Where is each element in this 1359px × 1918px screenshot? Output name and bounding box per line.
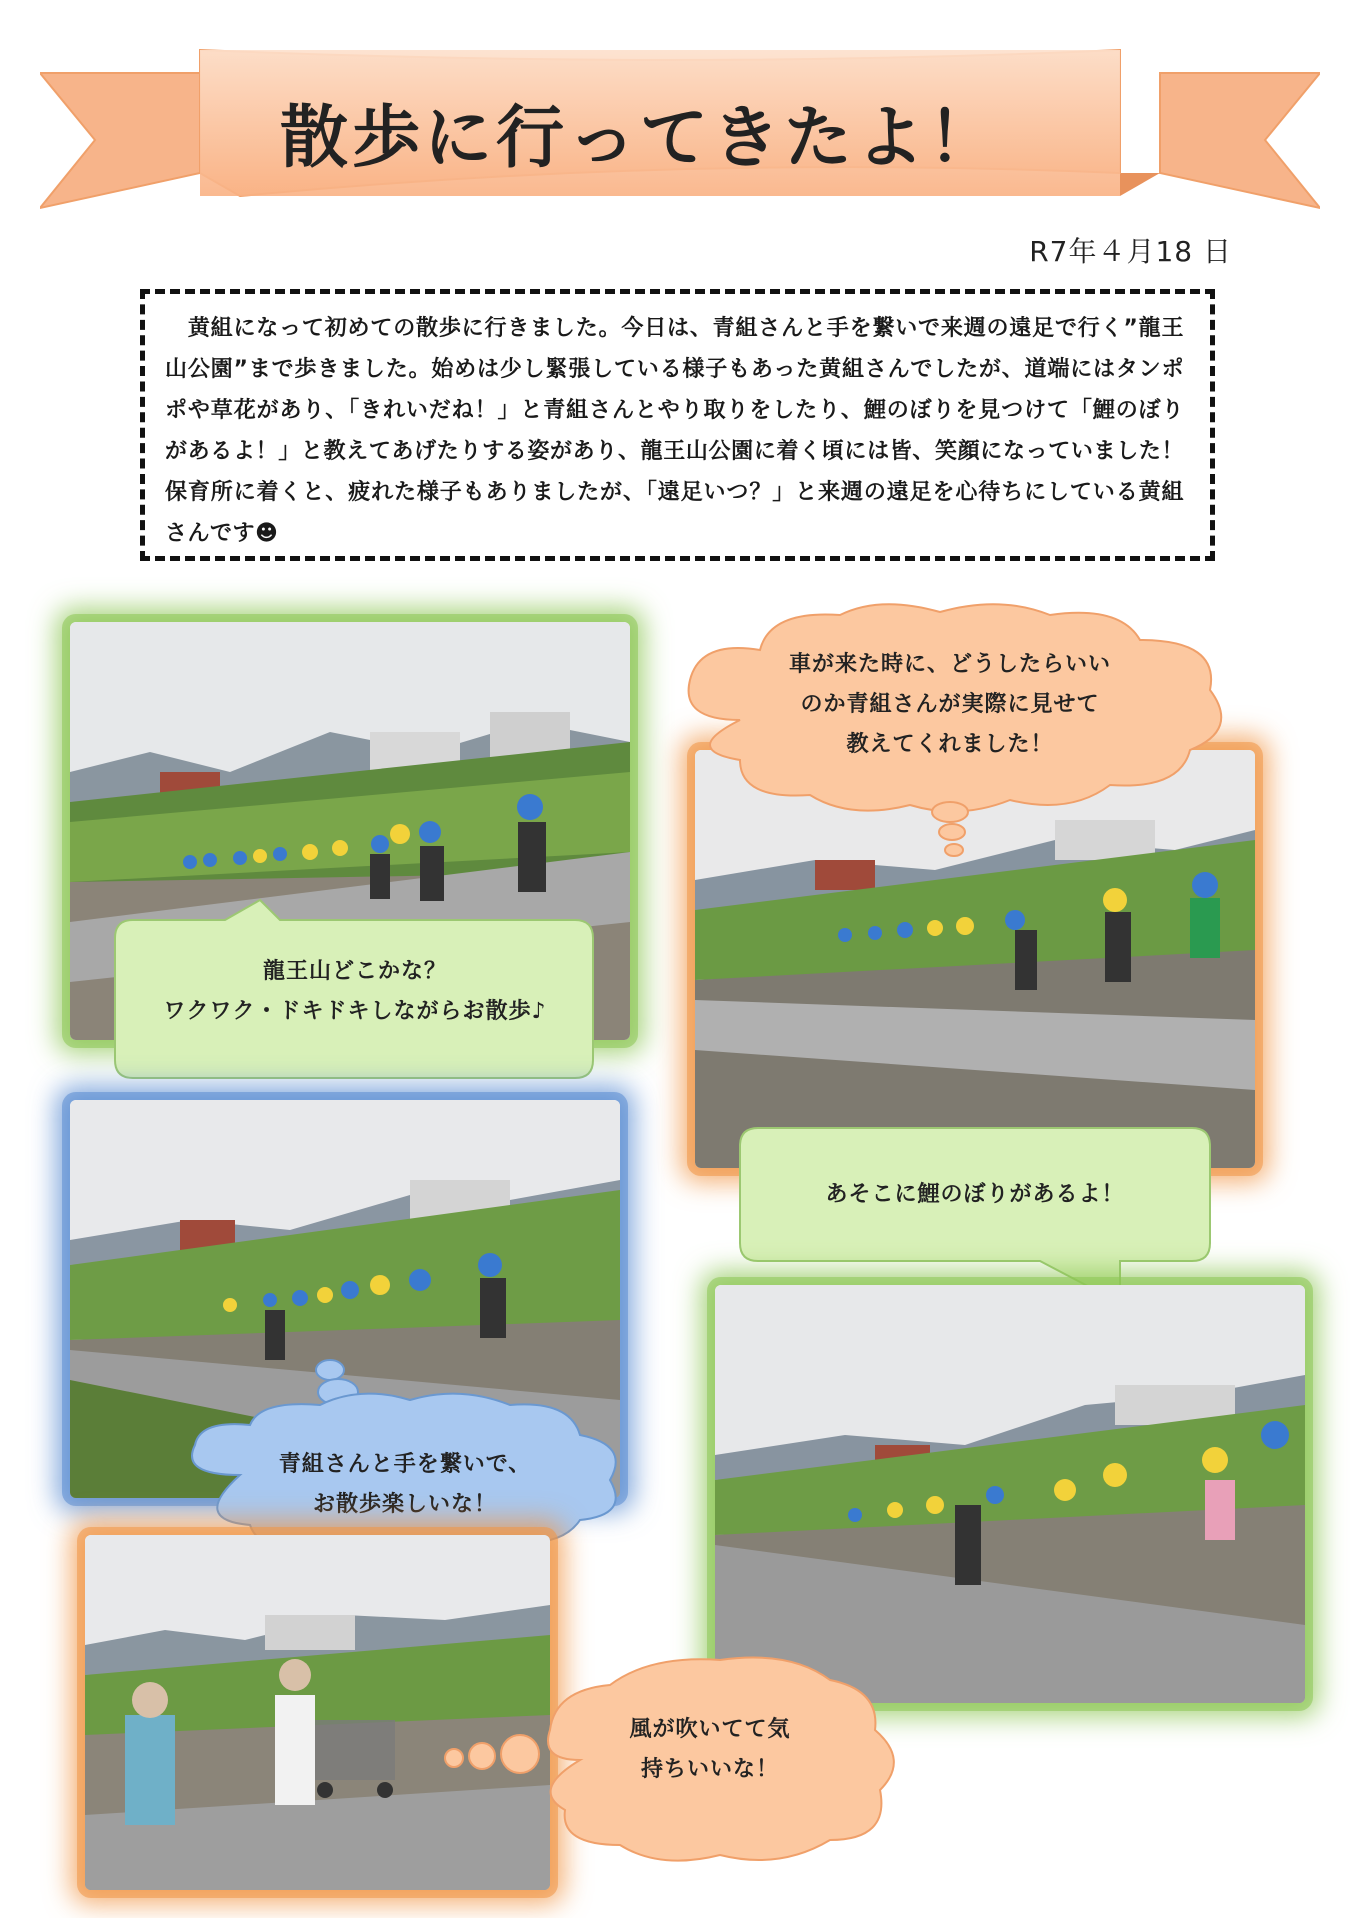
callout-line: お散歩楽しいな！	[312, 1492, 497, 1517]
callout-line: 龍王山どこかな？	[262, 959, 447, 984]
photo-walk-bottom-right	[715, 1285, 1305, 1703]
callout-line: ワクワク・ドキドキしながらお散歩♪	[163, 999, 547, 1024]
callout-text-orange-cloud	[660, 645, 1240, 765]
intro-paragraph: 黄組になって初めての散歩に行きました。今日は、青組さんと手を繋いで来週の遠足で行く”龍王山公園”まで歩きました。始めは少し緊張している様子もあった黄組さんでしたが、道端にはタンポポや草花があり、「きれいだね！」と青組さんとやり取りをしたり、鯉のぼりを見つけて「鯉のぼりがあるよ！」と教えてあげたりする姿があり、龍王山公園に着く頃には皆、笑顔になっていました！保育所に着くと、疲れた様子もありましたが、「遠足いつ？」と来週の遠足を心待ちにしている黄組さんです☻	[165, 316, 1184, 546]
callout-line: のか青組さんが実際に見せて	[800, 692, 1100, 717]
callout-bubble-green-2	[740, 1128, 1210, 1303]
callout-line: 風が吹いてて気	[629, 1717, 791, 1742]
intro-box	[140, 289, 1215, 561]
callout-text-blue-cloud	[180, 1445, 630, 1525]
callout-text-orange-bubble	[560, 1710, 860, 1790]
callout-line: 教えてくれました！	[846, 732, 1054, 757]
callout-line: 持ちいいな！	[640, 1757, 779, 1782]
callout-text-green-1	[115, 952, 595, 1032]
callout-line: 青組さんと手を繋いで、	[278, 1452, 532, 1477]
callout-text-green-2	[740, 1175, 1210, 1215]
page-title: 散歩に行ってきたよ！	[279, 99, 1000, 178]
callout-line: あそこに鯉のぼりがあるよ！	[825, 1182, 1125, 1207]
date-label: R7年４月18 日	[1029, 235, 1232, 268]
callout-line: 車が来た時に、どうしたらいい	[788, 652, 1111, 677]
